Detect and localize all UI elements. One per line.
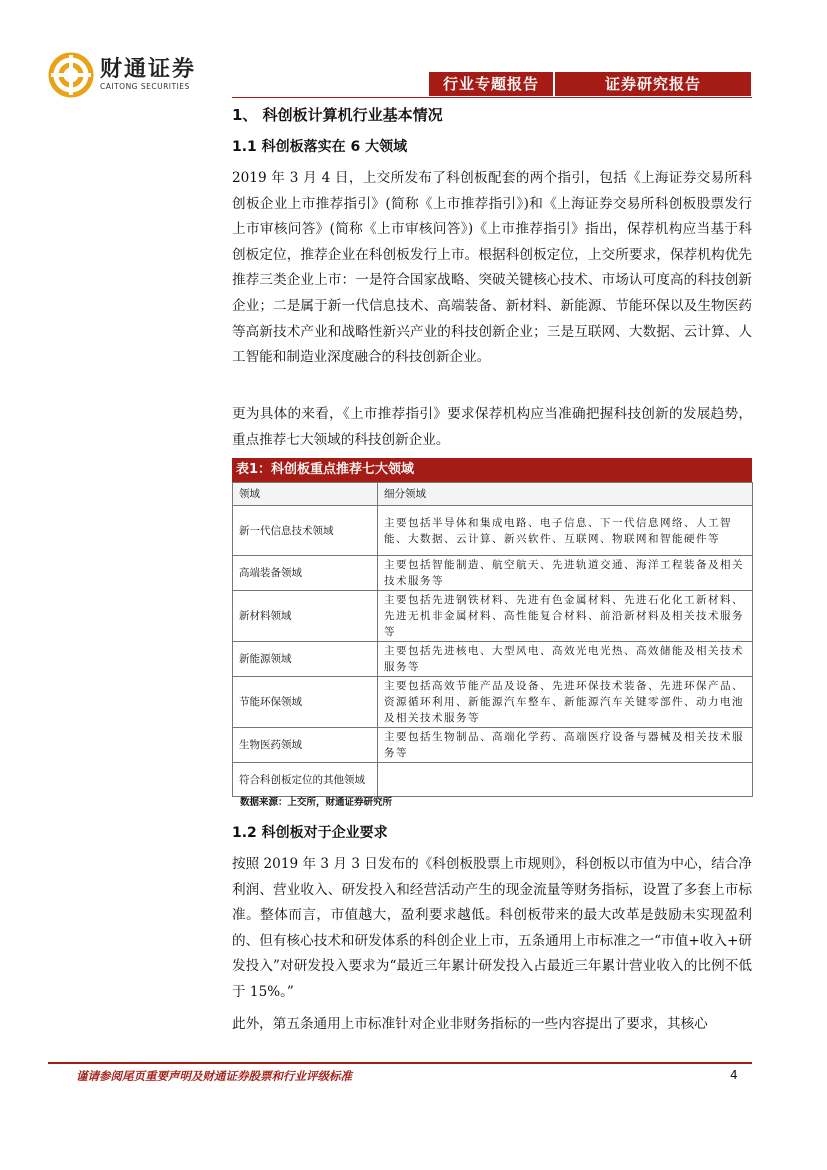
table-row (233, 591, 753, 642)
table-1-title: 表1：科创板重点推荐七大领域 (232, 458, 752, 482)
caitong-logo-icon (48, 52, 94, 98)
table-row (233, 728, 753, 763)
page-number: 4 (730, 1068, 738, 1082)
table-header-subfield: 细分领域 (378, 483, 753, 506)
section-1-2-paragraph-1: 按照 2019 年 3 月 3 日发布的《科创板股票上市规则》，科创板以市值为中心，结合净利润、营业收入、研发投入和经营活动产生的现金流量等财务指标，设置了多套上市标准。整体而言，市值越大，盈利要求越低。科创板带来的最大改革是鼓励未实现盈利的、但有核心技术和研发体系的科创企业上市，五条通用上市标准之一“市值+收入+研发投入”对研发投入要求为“最近三年累计研发投入占最近三年累计营业收入的比例不低于 15%。” (232, 856, 752, 1000)
header-divider (232, 97, 752, 98)
table-header-field: 领域 (233, 483, 378, 506)
table-cell-field: 高端装备领域 (233, 556, 378, 591)
table-cell-subfield: 主要包括高效节能产品及设备、先进环保技术装备、先进环保产品、资源循环利用、新能源汽车整车、新能源汽车关键零部件、动力电池及相关技术服务等 (378, 677, 753, 728)
table-row (233, 763, 753, 797)
table-header-row (233, 483, 753, 506)
table-source-note: 数据来源：上交所，财通证券研究所 (240, 797, 393, 808)
table-cell-field: 节能环保领域 (233, 677, 378, 728)
table-cell-field: 新材料领域 (233, 591, 378, 642)
section-1-1-heading: 1.1 科创板落实在 6 大领域 (232, 139, 408, 155)
logo-chinese-name: 财通证券 (100, 57, 197, 82)
table-row (233, 642, 753, 677)
table-row (233, 506, 753, 556)
table-cell-subfield: 主要包括生物制品、高端化学药、高端医疗设备与器械及相关技术服务等 (378, 728, 753, 763)
report-type-badge: 行业专题报告 (429, 72, 553, 96)
section-1-1-paragraph-1: 2019 年 3 月 4 日，上交所发布了科创板配套的两个指引，包括《上海证券交易所科创板企业上市推荐指引》(简称《上市推荐指引》)和《上海证券交易所科创板股票发行上市审核问答》(简称《上市审核问答》)《上市推荐指引》指出，保荐机构应当基于科创板定位，推荐企业在科创板发行上市。根据科创板定位，上交所要求，保荐机构优先推荐三类企业上市：一是符合国家战略、突破关键核心技术、市场认可度高的科技创新企业；二是属于新一代信息技术、高端装备、新材料、新能源、节能环保以及生物医药等高新技术产业和战略性新兴产业的科技创新企业；三是互联网、大数据、云计算、人工智能和制造业深度融合的科技创新企业。 (232, 170, 752, 366)
logo-english-name: CAITONG SECURITIES (100, 82, 190, 91)
table-cell-subfield: 主要包括智能制造、航空航天、先进轨道交通、海洋工程装备及相关技术服务等 (378, 556, 753, 591)
table-cell-subfield: 主要包括先进钢铁材料、先进有色金属材料、先进石化化工新材料、先进无机非金属材料、高性能复合材料、前沿新材料及相关技术服务等 (378, 591, 753, 642)
table-cell-subfield (378, 763, 753, 797)
table-cell-field: 生物医药领域 (233, 728, 378, 763)
table-cell-subfield: 主要包括半导体和集成电路、电子信息、下一代信息网络、人工智能、大数据、云计算、新兴软件、互联网、物联网和智能硬件等 (378, 506, 753, 556)
table-row (233, 556, 753, 591)
section-1-heading: 1、 科创板计算机行业基本情况 (232, 106, 443, 124)
table-row (233, 677, 753, 728)
footer-disclaimer: 谨请参阅尾页重要声明及财通证券股票和行业评级标准 (76, 1069, 352, 1083)
section-1-1-paragraph-2: 更为具体的来看，《上市推荐指引》要求保荐机构应当准确把握科技创新的发展趋势，重点推荐七大领域的科技创新企业。 (232, 406, 752, 448)
table-cell-field: 新能源领域 (233, 642, 378, 677)
section-1-2-paragraph-2: 此外，第五条通用上市标准针对企业非财务指标的一些内容提出了要求，其核心 (232, 1016, 708, 1032)
company-logo (48, 52, 196, 98)
footer-divider (48, 1062, 752, 1064)
table-cell-field: 符合科创板定位的其他领域 (233, 763, 378, 797)
focus-fields-table (232, 482, 753, 797)
report-category-badge: 证券研究报告 (555, 72, 751, 96)
section-1-2-heading: 1.2 科创板对于企业要求 (232, 825, 388, 841)
table-cell-subfield: 主要包括先进核电、大型风电、高效光电光热、高效储能及相关技术服务等 (378, 642, 753, 677)
table-cell-field: 新一代信息技术领域 (233, 506, 378, 556)
